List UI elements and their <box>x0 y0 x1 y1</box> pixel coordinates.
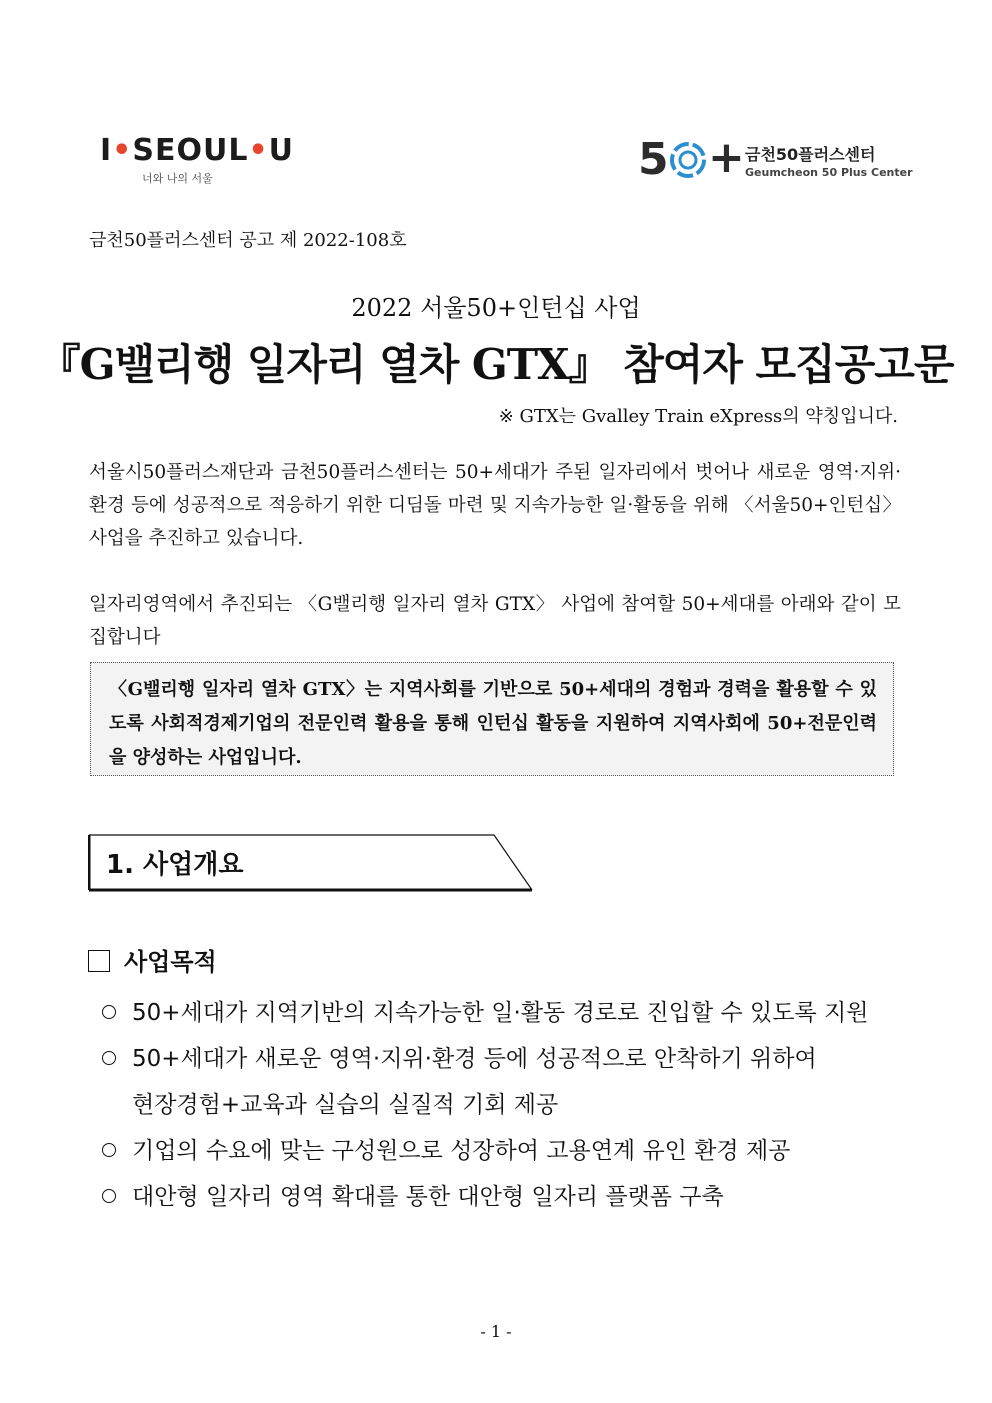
logo-part-u: U <box>268 133 295 168</box>
page-number: - 1 - <box>480 1322 512 1341</box>
section-header <box>88 834 534 892</box>
abbreviation-note: ※ GTX는 Gvalley Train eXpress의 약칭입니다. <box>498 406 898 427</box>
circle-bullet-icon <box>102 1051 116 1065</box>
logo-ring-icon <box>668 140 708 180</box>
geumcheon-50plus-logo <box>638 132 913 188</box>
logo-plus: + <box>708 132 745 183</box>
list-item-text: 기업의 수요에 맞는 구성원으로 성장하여 고용연계 유인 환경 제공 <box>132 1138 791 1164</box>
list-item-text: 50+세대가 새로운 영역·지위·환경 등에 성공적으로 안착하기 위하여 <box>132 1046 817 1072</box>
list-item-text: 50+세대가 지역기반의 지속가능한 일·활동 경로로 진입할 수 있도록 지원 <box>132 1000 869 1026</box>
circle-bullet-icon <box>102 1005 116 1019</box>
list-item-text-continued: 현장경험+교육과 실습의 실질적 기회 제공 <box>132 1092 559 1118</box>
purpose-heading <box>88 942 217 977</box>
logo-tagline: 너와 나의 서울 <box>142 172 213 185</box>
logo-part-seoul: SEOUL <box>132 133 249 168</box>
section-title: 1. 사업개요 <box>106 850 244 880</box>
purpose-heading-text: 사업목적 <box>124 948 217 976</box>
list-item-text: 대안형 일자리 영역 확대를 통한 대안형 일자리 플랫폼 구축 <box>132 1184 724 1210</box>
purpose-list <box>98 990 918 1220</box>
list-item <box>98 1128 918 1174</box>
i-seoul-u-wordmark <box>100 134 294 168</box>
list-item <box>98 1036 918 1128</box>
document-subtitle: 2022 서울50+인턴십 사업 <box>351 294 641 322</box>
logo-part-i: I <box>100 133 113 168</box>
summary-box <box>90 662 894 776</box>
logo-dot: • <box>112 133 133 168</box>
logo-dot: • <box>248 133 269 168</box>
circle-bullet-icon <box>102 1143 116 1157</box>
summary-text: 〈G밸리행 일자리 열차 GTX〉는 지역사회를 기반으로 50+세대의 경험과 경력을 활용할 수 있도록 사회적경제기업의 전문인력 활용을 통해 인턴십 활동을 지원하여 지역사회에 50+전문인력을 양성하는 사업입니다. <box>109 679 877 768</box>
circle-bullet-icon <box>102 1189 116 1203</box>
notice-number: 금천50플러스센터 공고 제 2022-108호 <box>89 230 407 251</box>
recruit-paragraph: 일자리영역에서 추진되는 〈G밸리행 일자리 열차 GTX〉 사업에 참여할 50+세대를 아래와 같이 모집합니다 <box>89 594 901 648</box>
i-seoul-u-logo <box>100 134 294 186</box>
square-bullet-icon <box>88 950 110 972</box>
list-item <box>98 990 918 1036</box>
logo-name-ko: 금천50플러스센터 <box>745 145 876 164</box>
list-item <box>98 1174 918 1220</box>
intro-paragraph: 서울시50플러스재단과 금천50플러스센터는 50+세대가 주된 일자리에서 벗어나 새로운 영역·지위·환경 등에 성공적으로 적응하기 위한 디딤돌 마련 및 지속가능한 일·활동을 위해 〈서울50+인턴십〉 사업을 추진하고 있습니다. <box>89 462 901 549</box>
logo-five: 5 <box>638 134 669 185</box>
document-title: 『G밸리행 일자리 열차 GTX』 참여자 모집공고문 <box>38 340 954 389</box>
logo-name-en: Geumcheon 50 Plus Center <box>745 166 913 179</box>
